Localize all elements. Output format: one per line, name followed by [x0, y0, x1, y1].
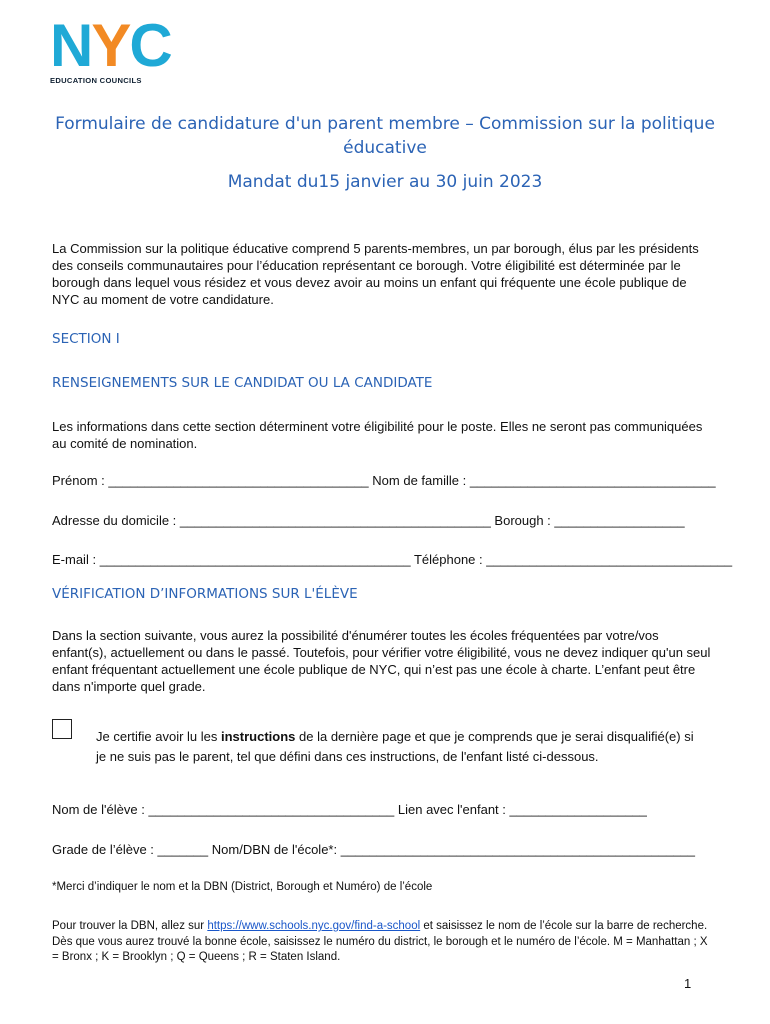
dbn-text-end: et saisissez le nom de l’école sur la barre de recherche. Dès que vous aurez trouvé la bonne école, saisissez le numéro du district, le borough et le numéro de l’école. M = Manhattan ; X = Bronx ; K = Brooklyn ; Q = Queens ; R = Staten Island.: [52, 920, 708, 963]
relation-field[interactable]: ___________________: [509, 802, 647, 817]
dbn-text-start: Pour trouver la DBN, allez sur: [52, 920, 208, 932]
contact-row: [52, 552, 732, 567]
form-title: Formulaire de candidature d'un parent membre – Commission sur la politique éducative: [55, 114, 715, 158]
verification-heading: VÉRIFICATION D’INFORMATIONS SUR L'ÉLÈVE: [52, 586, 358, 602]
page-number: 1: [684, 976, 692, 991]
dbn-instructions: [52, 919, 716, 966]
first-name-label: Prénom :: [52, 473, 105, 488]
relation-label: Lien avec l'enfant :: [397, 802, 506, 817]
student-row: [52, 802, 732, 817]
borough-field[interactable]: __________________: [554, 513, 685, 528]
student-name-label: Nom de l'élève :: [52, 802, 145, 817]
certification-checkbox[interactable]: [52, 719, 72, 739]
verification-paragraph: Dans la section suivante, vous aurez la possibilité d'énumérer toutes les écoles fréquentées par votre/vos enfant(s), actuellement ou dans le passé. Toutefois, pour vérifier votre éligibilité, vous ne devez indiquer qu'un seul enfant fréquentant actuellement une école publique de NYC, qui n’est pas une école à charte. L’enfant peut être dans n'importe quel grade.: [52, 628, 711, 694]
find-a-school-link[interactable]: https://www.schools.nyc.gov/find-a-school: [207, 920, 421, 932]
address-row: [52, 513, 732, 528]
logo-letter-y: Y: [91, 12, 130, 79]
candidate-info-heading: RENSEIGNEMENTS SUR LE CANDIDAT OU LA CANDIDATE: [52, 375, 433, 391]
logo-subtitle: EDUCATION COUNCILS: [50, 76, 142, 85]
last-name-label: Nom de famille :: [372, 473, 467, 488]
logo-letter-n: N: [50, 12, 92, 79]
certification-text: [96, 727, 694, 767]
cert-text-end: de la dernière page et que je comprends que je serai disqualifié(e) si je ne suis pas le parent, tel que défini dans ces instructions, de l'enfant listé ci-dessous.: [96, 729, 694, 764]
first-name-field[interactable]: ____________________________________: [108, 473, 369, 488]
address-field[interactable]: ___________________________________________: [179, 513, 491, 528]
candidate-info-paragraph: Les informations dans cette section déterminent votre éligibilité pour le poste. Elles ne seront pas communiquées au comité de nomination.: [52, 419, 703, 451]
phone-field[interactable]: __________________________________: [486, 552, 733, 567]
section-heading: SECTION I: [52, 331, 120, 347]
email-field[interactable]: ___________________________________________: [99, 552, 411, 567]
school-row: [52, 842, 732, 857]
email-label: E-mail :: [52, 552, 97, 567]
phone-label: Téléphone :: [413, 552, 483, 567]
logo-letters: [50, 12, 172, 79]
student-name-field[interactable]: __________________________________: [148, 802, 395, 817]
school-label: Nom/DBN de l'école*:: [211, 842, 338, 857]
intro-paragraph: La Commission sur la politique éducative comprend 5 parents-membres, un par borough, élus par les présidents des conseils communautaires pour l’éducation représentant ce borough. Votre éligibilité est déterminée par le borough dans lequel vous résidez et vous devez avoir au moins un enfant qui fréquente une école publique de NYC au moment de votre candidature.: [52, 241, 699, 307]
name-row: [52, 473, 732, 488]
nyc-education-councils-logo: [50, 12, 172, 92]
logo-letter-c: C: [129, 12, 171, 79]
cert-text-start: Je certifie avoir lu les: [96, 729, 221, 744]
grade-label: Grade de l’élève :: [52, 842, 154, 857]
address-label: Adresse du domicile :: [52, 513, 177, 528]
last-name-field[interactable]: __________________________________: [469, 473, 716, 488]
school-field[interactable]: _________________________________________________: [340, 842, 695, 857]
borough-label: Borough :: [494, 513, 551, 528]
mandate-dates: Mandat du15 janvier au 30 juin 2023: [227, 172, 543, 192]
dbn-footnote: *Merci d’indiquer le nom et la DBN (District, Borough et Numéro) de l’école: [52, 881, 433, 893]
grade-field[interactable]: _______: [157, 842, 209, 857]
instructions-emphasis: instructions: [221, 729, 296, 744]
